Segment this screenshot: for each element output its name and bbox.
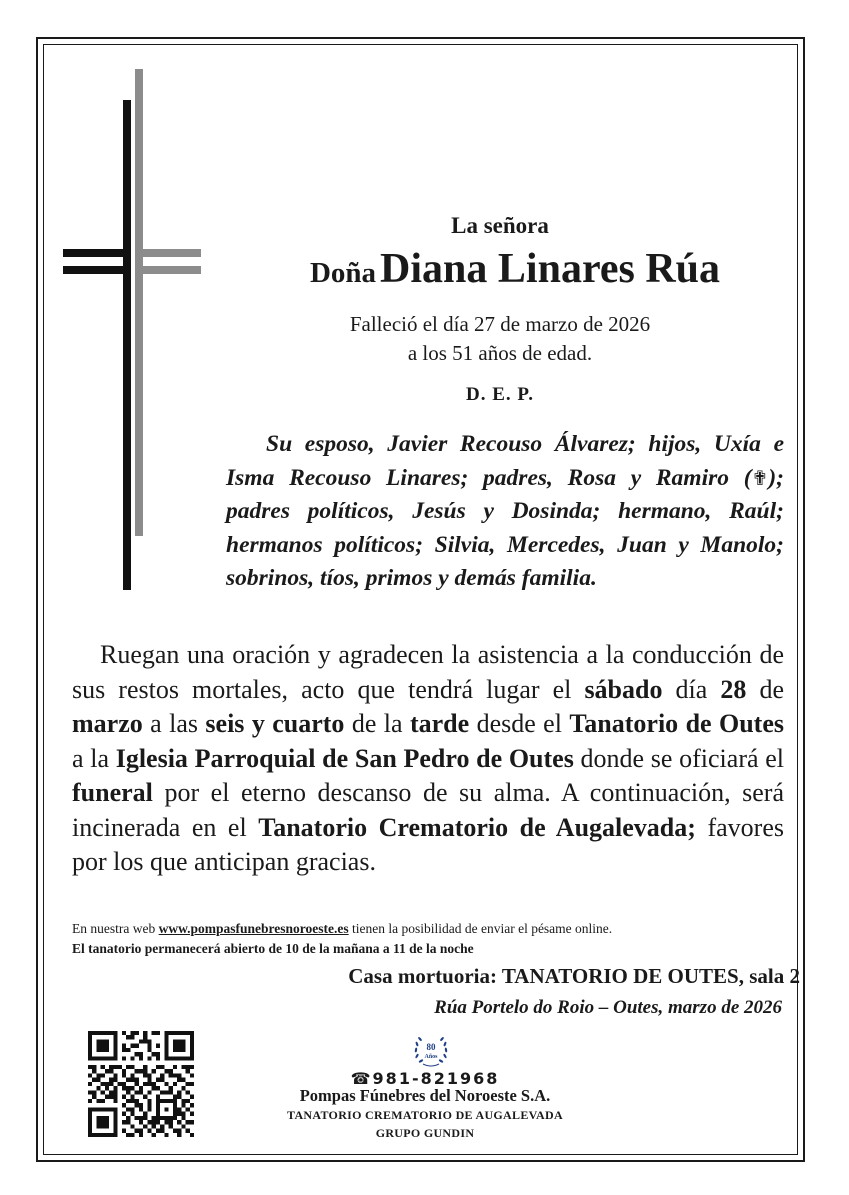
deceased-name-line [240, 245, 790, 293]
ceremony-funeral: funeral [72, 778, 153, 807]
cross-gray-vertical [135, 69, 143, 536]
ceremony-text: de [746, 674, 784, 704]
family-text-1: Su esposo, Javier Recouso Álvarez; hijos, Uxía e Isma Recouso Linares; padres, Rosa y Ramiro ( [226, 431, 784, 491]
ceremony-text: donde se oficiará el [573, 743, 784, 773]
qr-code-icon[interactable] [88, 1031, 194, 1137]
ceremony-origin: Tanatorio de Outes [569, 709, 784, 738]
deceased-cross-icon: ✟ [751, 465, 769, 490]
ceremony-crematorium: Tanatorio Crematorio de Augalevada; [258, 812, 696, 842]
web-note-text: tienen la posibilidad de enviar el pésame online. [348, 921, 613, 936]
web-note-text: En nuestra web [72, 921, 159, 936]
death-age: a los 51 años de edad. [407, 341, 593, 365]
ceremony-text: de la [344, 709, 410, 738]
ceremony-paragraph [72, 638, 784, 880]
logo-number: 80 [426, 1042, 436, 1052]
rip-text: D. E. P. [465, 384, 534, 405]
web-note [72, 921, 784, 937]
ceremony-text: por el eterno descanso de su alma. A continuación, será incinerada en el [72, 778, 784, 842]
cross-icon [60, 66, 206, 594]
death-date: Falleció el día 27 de marzo de 2026 [349, 312, 651, 336]
ceremony-period: tarde [409, 709, 470, 738]
deceased-name: Diana Linares Rúa [380, 246, 721, 292]
crematorium-name: TANATORIO CREMATORIO DE AUGALEVADA [287, 1108, 563, 1122]
logo-years: Años [424, 1054, 438, 1060]
opening-hours: El tanatorio permanecerá abierto de 10 de la mañana a 11 de la noche [72, 941, 474, 956]
family-text-2: ); padres políticos, Jesús y Dosinda; hermano, Raúl; hermanos políticos; Silvia, Mercedes, Juan y Manolo; sobrinos, tíos, primos y demás familia. [226, 464, 784, 591]
ceremony-text: a la [72, 743, 116, 773]
ceremony-church: Iglesia Parroquial de San Pedro de Outes [115, 743, 574, 773]
ceremony-text: favores por los que anticipan gracias. [72, 812, 784, 876]
cross-black-bar-top [63, 249, 131, 257]
name-prefix: Doña [309, 257, 377, 289]
company-name: Pompas Fúnebres del Noroeste S.A. [299, 1086, 551, 1105]
phone-number[interactable]: 981-821968 [372, 1069, 500, 1088]
cross-gray-bar-top [135, 249, 201, 257]
cross-black-bar-bottom [63, 266, 131, 274]
ceremony-text: a las [142, 709, 206, 738]
death-info [280, 310, 720, 368]
phone-icon: ☎ [350, 1069, 373, 1088]
website-link[interactable]: www.pompasfunebresnoroeste.es [158, 921, 349, 936]
ceremony-month: marzo [72, 709, 143, 738]
cross-black-vertical [123, 100, 131, 590]
ceremony-time: seis y cuarto [205, 709, 345, 738]
title-honorific: La señora [451, 213, 549, 238]
cross-gray-bar-bottom [135, 266, 201, 274]
ceremony-text: día [662, 674, 721, 704]
ceremony-date: 28 [720, 674, 747, 704]
funeral-home-room: Casa mortuoria: TANATORIO DE OUTES, sala 2 [348, 964, 800, 988]
ceremony-text: desde el [469, 709, 570, 738]
ceremony-text: Ruegan una oración y agradecen la asistencia a la conducción de sus restos mortales, acto que tendrá lugar el [72, 640, 784, 704]
group-name: GRUPO GUNDIN [375, 1126, 475, 1140]
place-date: Rúa Portelo do Roio – Outes, marzo de 2026 [434, 997, 782, 1018]
laurel-wreath-logo-icon [411, 1030, 451, 1070]
ceremony-day: sábado [584, 674, 663, 704]
family-paragraph [226, 428, 784, 596]
